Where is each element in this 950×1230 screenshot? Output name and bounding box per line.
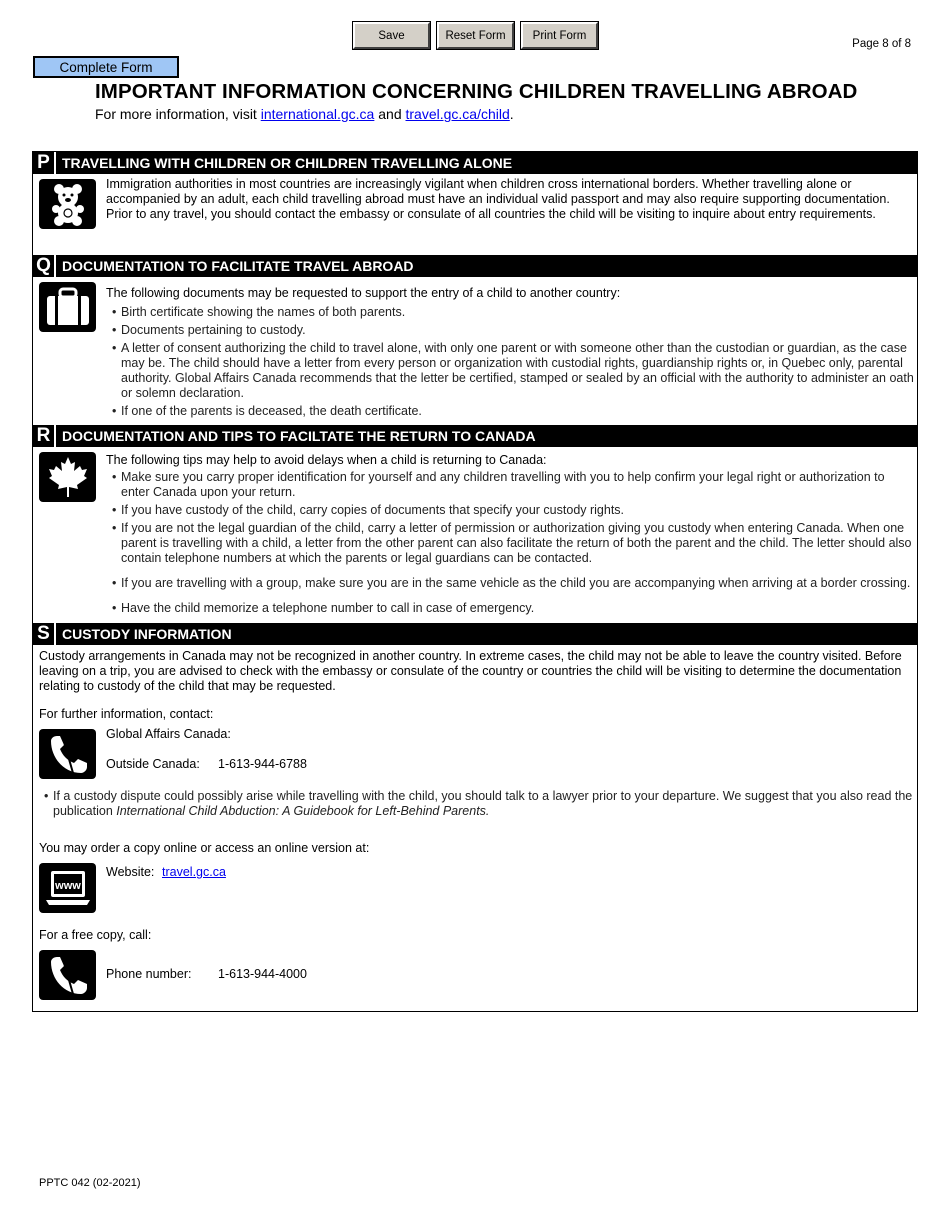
free-copy-text: For a free copy, call:	[39, 928, 152, 942]
print-form-button[interactable]: Print Form	[521, 22, 598, 49]
phone-number-label: Phone number:	[106, 967, 192, 981]
teddy-bear-icon	[39, 179, 96, 229]
section-q-header	[33, 255, 917, 277]
list-item: • If you are travelling with a group, make sure you are in the same vehicle as the child you are accompanying when arriving at a border crossing.	[112, 576, 914, 591]
list-item: • If one of the parents is deceased, the death certificate.	[112, 404, 914, 419]
list-item: • Birth certificate showing the names of both parents.	[112, 305, 914, 320]
section-r-header	[33, 425, 917, 447]
list-item: • Have the child memorize a telephone number to call in case of emergency.	[112, 601, 914, 616]
laptop-www-icon	[39, 863, 96, 913]
section-title: TRAVELLING WITH CHILDREN OR CHILDREN TRAVELLING ALONE	[62, 155, 513, 171]
section-letter: Q	[33, 255, 56, 277]
complete-form-button[interactable]: Complete Form	[33, 56, 179, 78]
section-p-text: Immigration authorities in most countries are increasingly vigilant when children cross international borders. Whether travelling alone or accompanied by an adult, each child travelling abroad must have an individual valid passport and may also require supporting documentation. Prior to any travel, you should contact the embassy or consulate of all countries the child will be visiting to inquire about entry requirements.	[106, 177, 890, 221]
section-r-intro: The following tips may help to avoid delays when a child is returning to Canada:	[106, 453, 547, 467]
travel-child-link[interactable]: travel.gc.ca/child	[405, 106, 510, 122]
maple-leaf-icon	[39, 452, 96, 502]
further-info-label: For further information, contact:	[39, 707, 214, 721]
section-letter: S	[33, 623, 56, 645]
dispute-text: If a custody dispute could possibly arise while travelling with the child, you should talk to a lawyer prior to your departure. We suggest that you also read the publication	[53, 789, 913, 818]
form-code: PPTC 042 (02-2021)	[39, 1177, 141, 1189]
section-title: CUSTODY INFORMATION	[62, 626, 232, 642]
list-item: • If you have custody of the child, carry copies of documents that specify your custody rights.	[112, 503, 914, 518]
section-title: DOCUMENTATION AND TIPS TO FACILTATE THE RETURN TO CANADA	[62, 428, 536, 444]
website-link[interactable]: travel.gc.ca	[162, 865, 226, 879]
telephone-icon	[39, 729, 96, 779]
phone-number-value: 1-613-944-4000	[218, 967, 307, 981]
more-info-prefix: For more information, visit	[95, 106, 261, 122]
list-item: • Documents pertaining to custody.	[112, 323, 914, 338]
more-info-suffix: .	[509, 106, 514, 122]
custody-text: Custody arrangements in Canada may not be recognized in another country. In extreme cases, the child may not be able to leave the country visited. Before leaving on a trip, you are advised to check with the embassy or consulate of the country or countries the child will be visiting to determine the documentation relating to custody of the child that may be requested.	[39, 649, 902, 693]
form-toolbar	[353, 22, 598, 49]
outside-canada-phone: 1-613-944-6788	[218, 757, 307, 771]
form-body	[32, 151, 918, 1012]
page-number: Page 8 of 8	[852, 38, 911, 50]
more-info-and: and	[374, 106, 406, 122]
section-s-header	[33, 623, 917, 645]
website-label: Website:	[106, 865, 155, 879]
list-item: • Make sure you carry proper identification for yourself and any children travelling with you to help confirm your legal right or authorization to enter Canada upon your return.	[112, 470, 914, 500]
custody-dispute-list	[44, 789, 914, 822]
telephone-icon	[39, 950, 96, 1000]
list-item: • If you are not the legal guardian of the child, carry a letter of permission or authorization giving you custody when entering Canada. When one parent is travelling with a child, a letter from the other parent can also facilitate the return of both the parent and the child. The letter should also contain telephone numbers at which the parents or legal guardians can be contacted.	[112, 521, 914, 566]
section-letter: P	[33, 152, 56, 174]
section-letter: R	[33, 425, 56, 447]
section-title: DOCUMENTATION TO FACILITATE TRAVEL ABROAD	[62, 258, 414, 274]
svg-text:www: www	[54, 880, 81, 892]
order-copy-text: You may order a copy online or access an online version at:	[39, 841, 370, 855]
section-r-list	[112, 470, 914, 619]
more-info-line	[95, 106, 514, 122]
list-item: • A letter of consent authorizing the child to travel alone, with only one parent or with someone other than the custodian or guardian, as the case may be. The child should have a letter from every person or organization with custodial rights, guardianship rights or, in Quebec only, parental authority. Global Affairs Canada recommends that the letter be certified, stamped or sealed by an official with the authority to administer an oath or solemn declaration.	[112, 341, 914, 401]
page-title: IMPORTANT INFORMATION CONCERNING CHILDREN TRAVELLING ABROAD	[95, 80, 858, 103]
gac-label: Global Affairs Canada:	[106, 727, 231, 741]
list-item	[44, 789, 914, 819]
suitcase-icon	[39, 282, 96, 332]
section-p-header	[33, 152, 917, 174]
reset-form-button[interactable]: Reset Form	[437, 22, 514, 49]
publication-title: International Child Abduction: A Guidebook for Left-Behind Parents.	[116, 804, 490, 818]
section-q-intro: The following documents may be requested to support the entry of a child to another country:	[106, 286, 621, 300]
save-button[interactable]: Save	[353, 22, 430, 49]
international-link[interactable]: international.gc.ca	[260, 106, 375, 122]
outside-canada-label: Outside Canada:	[106, 757, 200, 771]
section-q-list	[112, 305, 914, 422]
